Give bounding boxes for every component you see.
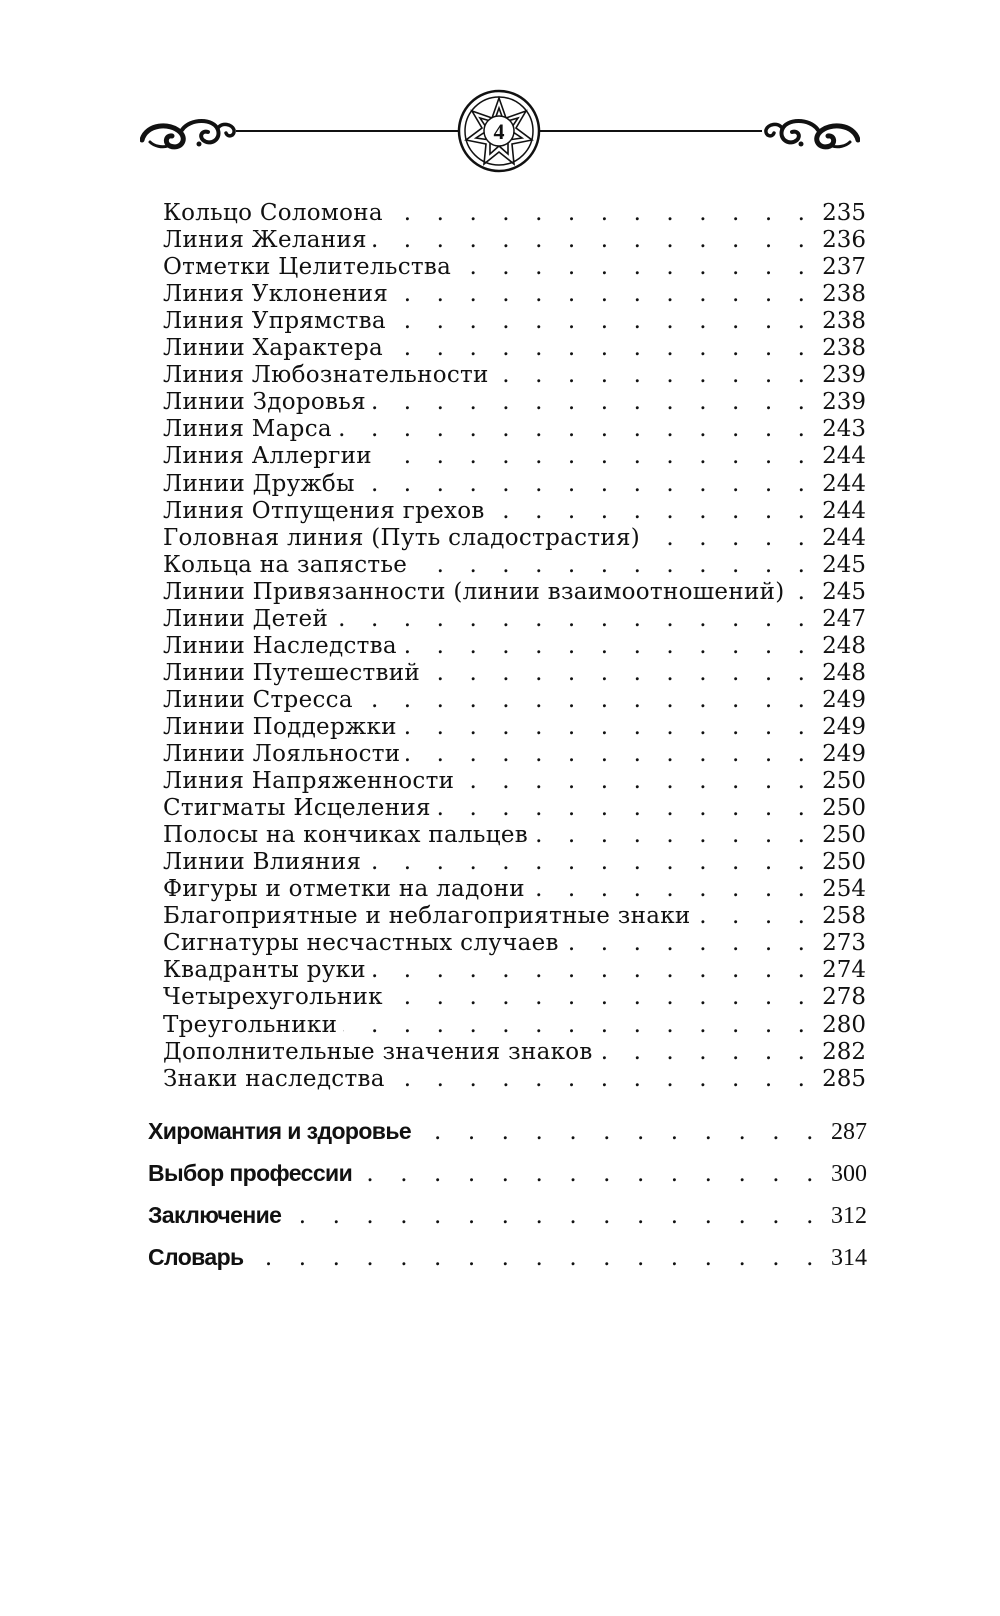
- toc-entry-title: Головная линия (Путь сладострастия): [163, 524, 641, 551]
- dot-leader: [460, 767, 814, 795]
- toc-section-title: Словарь: [148, 1244, 244, 1270]
- toc-entry-title: Линии Привязанности (линии взаимоотношений): [163, 578, 785, 605]
- toc-entry-title: Благоприятные и неблагоприятные знаки: [163, 903, 691, 930]
- dot-leader: [646, 524, 814, 552]
- toc-entry-page: 244: [822, 470, 866, 497]
- dot-leader: [403, 713, 814, 741]
- toc-section-page: 287: [831, 1119, 867, 1145]
- toc-entry-title: Отметки Целительства: [163, 254, 452, 281]
- dot-leader: [392, 307, 814, 335]
- toc-entry-title: Линия Желания: [163, 227, 367, 254]
- toc-entry[interactable]: [163, 280, 866, 308]
- toc-entry-page: 254: [822, 876, 866, 903]
- toc-entry-page: 248: [822, 632, 866, 659]
- toc-entry[interactable]: [163, 470, 866, 498]
- toc-entry-title: Четырехугольник: [163, 984, 383, 1011]
- dot-leader: [403, 632, 814, 660]
- toc-entry-title: Стигматы Исцеления: [163, 795, 431, 822]
- toc-section-title: Хиромантия и здоровье: [148, 1118, 412, 1144]
- dot-leader: [389, 334, 814, 362]
- toc-entry[interactable]: [163, 361, 866, 389]
- toc-entry-page: 285: [822, 1065, 866, 1092]
- dot-leader: [426, 659, 814, 687]
- toc-entry-page: 249: [822, 741, 866, 767]
- toc-entry-page: 250: [822, 822, 866, 849]
- toc-entry-title: Линии Поддержки: [163, 713, 397, 740]
- dot-leader: [289, 1201, 823, 1231]
- toc-entry[interactable]: [163, 983, 866, 1011]
- toc-entry-page: 245: [822, 578, 866, 605]
- toc-entry-page: 250: [822, 849, 866, 876]
- toc-section[interactable]: [148, 1158, 867, 1188]
- toc-entry-title: Линия Любознательности: [163, 362, 489, 389]
- toc-section[interactable]: [148, 1116, 867, 1146]
- toc-entry-title: Линия Напряженности: [163, 768, 455, 795]
- dot-leader: [367, 848, 814, 876]
- toc-entry-page: 273: [822, 930, 866, 957]
- dot-leader: [457, 253, 814, 281]
- toc-entry-page: 237: [822, 254, 866, 281]
- dot-leader: [495, 361, 814, 389]
- toc-entry[interactable]: [163, 875, 866, 903]
- toc-entry[interactable]: [163, 956, 866, 984]
- toc-entry-page: 244: [822, 524, 866, 551]
- toc-entry[interactable]: [163, 740, 866, 768]
- toc-entry[interactable]: [163, 848, 866, 876]
- toc-section-title: Заключение: [148, 1202, 282, 1228]
- toc-entry-title: Дополнительные значения знаков: [163, 1038, 593, 1065]
- toc-entry-title: Линии Стресса: [163, 686, 353, 713]
- toc-entry-page: 239: [822, 362, 866, 389]
- toc-entry-page: 247: [822, 605, 866, 632]
- toc-entry-page: 239: [822, 389, 866, 416]
- dot-leader: [406, 740, 814, 768]
- dot-leader: [373, 226, 814, 254]
- toc-entry-page: 249: [822, 686, 866, 713]
- dot-leader: [252, 1243, 823, 1273]
- toc-entry-page: 274: [822, 957, 866, 984]
- toc-entry-page: 244: [822, 497, 866, 524]
- toc-entry[interactable]: [163, 551, 866, 579]
- toc-entry-page: 250: [822, 795, 866, 822]
- dot-leader: [372, 388, 814, 416]
- toc-entry[interactable]: [163, 713, 866, 741]
- dot-leader: [419, 1117, 823, 1147]
- toc-entry[interactable]: [163, 632, 866, 660]
- toc-entry[interactable]: [163, 929, 866, 957]
- dot-leader: [391, 1065, 814, 1093]
- toc-entry-title: Треугольники: [163, 1011, 338, 1038]
- toc-section[interactable]: [148, 1200, 867, 1230]
- toc-section-title: Выбор профессии: [148, 1160, 353, 1186]
- toc-entry[interactable]: [163, 199, 866, 227]
- dot-leader: [338, 415, 814, 443]
- toc-entry-title: Линии Путешествий: [163, 659, 421, 686]
- toc-entry-title: Линия Отпущения грехов: [163, 497, 485, 524]
- toc-entry-title: Фигуры и отметки на ладони: [163, 876, 525, 903]
- toc-entry-title: Линия Уклонения: [163, 281, 389, 308]
- dot-leader: [697, 902, 815, 930]
- toc-entry-title: Квадранты руки: [163, 957, 366, 984]
- toc-entry-title: Полосы на кончиках пальцев: [163, 822, 528, 849]
- dot-leader: [361, 470, 814, 498]
- dot-leader: [599, 1038, 814, 1066]
- dot-leader: [359, 686, 814, 714]
- page-number: 4: [493, 119, 505, 144]
- toc-entry-title: Знаки наследства: [163, 1065, 385, 1092]
- toc-entry[interactable]: [163, 442, 866, 470]
- toc-entry[interactable]: [163, 497, 866, 525]
- toc-entry-page: 280: [822, 1011, 866, 1038]
- dot-leader: [534, 821, 814, 849]
- toc-entry-title: Линии Лояльности: [163, 741, 401, 767]
- toc-section-page: 314: [831, 1245, 867, 1271]
- toc-entry[interactable]: [163, 659, 866, 687]
- dot-leader: [343, 1011, 814, 1039]
- toc-entry[interactable]: [163, 415, 866, 443]
- toc-entry[interactable]: [163, 307, 866, 335]
- toc-entry[interactable]: [163, 686, 866, 714]
- toc-entry[interactable]: [163, 226, 866, 254]
- toc-entry-page: 243: [822, 416, 866, 443]
- dot-leader: [413, 551, 814, 579]
- toc-entry-title: Линии Детей: [163, 605, 329, 632]
- dot-leader: [378, 442, 814, 470]
- toc-entry[interactable]: [163, 767, 866, 795]
- page-medallion: [459, 91, 539, 171]
- toc-entry-page: 282: [822, 1038, 866, 1065]
- toc-entry-page: 238: [822, 281, 866, 308]
- toc-entry[interactable]: [163, 794, 866, 822]
- toc-entry-page: 235: [822, 200, 866, 226]
- toc-entry[interactable]: [163, 253, 866, 281]
- dot-leader: [389, 983, 814, 1011]
- toc-entry[interactable]: [163, 1038, 866, 1066]
- toc-entry[interactable]: [163, 334, 866, 362]
- right-swirl-icon: [766, 121, 858, 147]
- toc-entry[interactable]: [163, 821, 866, 849]
- toc-entry[interactable]: [163, 1065, 866, 1093]
- toc-entry-page: 238: [822, 335, 866, 362]
- toc-entry-title: Линия Аллергии: [163, 443, 372, 470]
- toc-entry-title: Линии Здоровья: [163, 389, 366, 416]
- toc-entry-title: Линия Марса: [163, 416, 332, 443]
- toc-entry[interactable]: [163, 524, 866, 552]
- dot-leader: [531, 875, 814, 903]
- toc-entry-page: 249: [822, 713, 866, 740]
- dot-leader: [565, 929, 814, 957]
- dot-leader: [437, 794, 814, 822]
- toc-section-page: 312: [831, 1203, 867, 1229]
- dot-leader: [791, 578, 815, 606]
- toc-entry-page: 278: [822, 984, 866, 1011]
- toc-entry[interactable]: [163, 605, 866, 633]
- dot-leader: [389, 199, 814, 227]
- toc-entry-page: 248: [822, 659, 866, 686]
- toc-entry[interactable]: [163, 902, 866, 930]
- toc-entry-title: Сигнатуры несчастных случаев: [163, 930, 559, 957]
- toc-entry-title: Кольца на запястье: [163, 551, 408, 578]
- dot-leader: [334, 605, 814, 633]
- header-ornament: [140, 88, 860, 188]
- toc-section[interactable]: [148, 1242, 867, 1272]
- dot-leader: [360, 1159, 823, 1189]
- toc-section-page: 300: [831, 1161, 867, 1187]
- toc-entry[interactable]: [163, 578, 866, 606]
- toc-entry-title: Линии Влияния: [163, 849, 362, 876]
- toc-entry[interactable]: [163, 1011, 866, 1039]
- toc-entry-title: Линии Характера: [163, 335, 383, 362]
- toc-entry-page: 236: [822, 227, 866, 254]
- dot-leader: [372, 956, 814, 984]
- toc-entry[interactable]: [163, 388, 866, 416]
- toc-entry-title: Линии Дружбы: [163, 470, 355, 497]
- toc-entry-title: Кольцо Соломона: [163, 200, 383, 226]
- toc-entry-page: 244: [822, 443, 866, 470]
- left-swirl-icon: [142, 121, 234, 147]
- toc-entry-page: 238: [822, 308, 866, 335]
- toc-entry-page: 245: [822, 551, 866, 578]
- toc-entry-title: Линия Упрямства: [163, 308, 386, 335]
- toc-entry-page: 258: [822, 903, 866, 930]
- toc-entry-page: 250: [822, 768, 866, 795]
- dot-leader: [394, 280, 814, 308]
- toc-entry-title: Линии Наследства: [163, 632, 397, 659]
- dot-leader: [491, 497, 814, 525]
